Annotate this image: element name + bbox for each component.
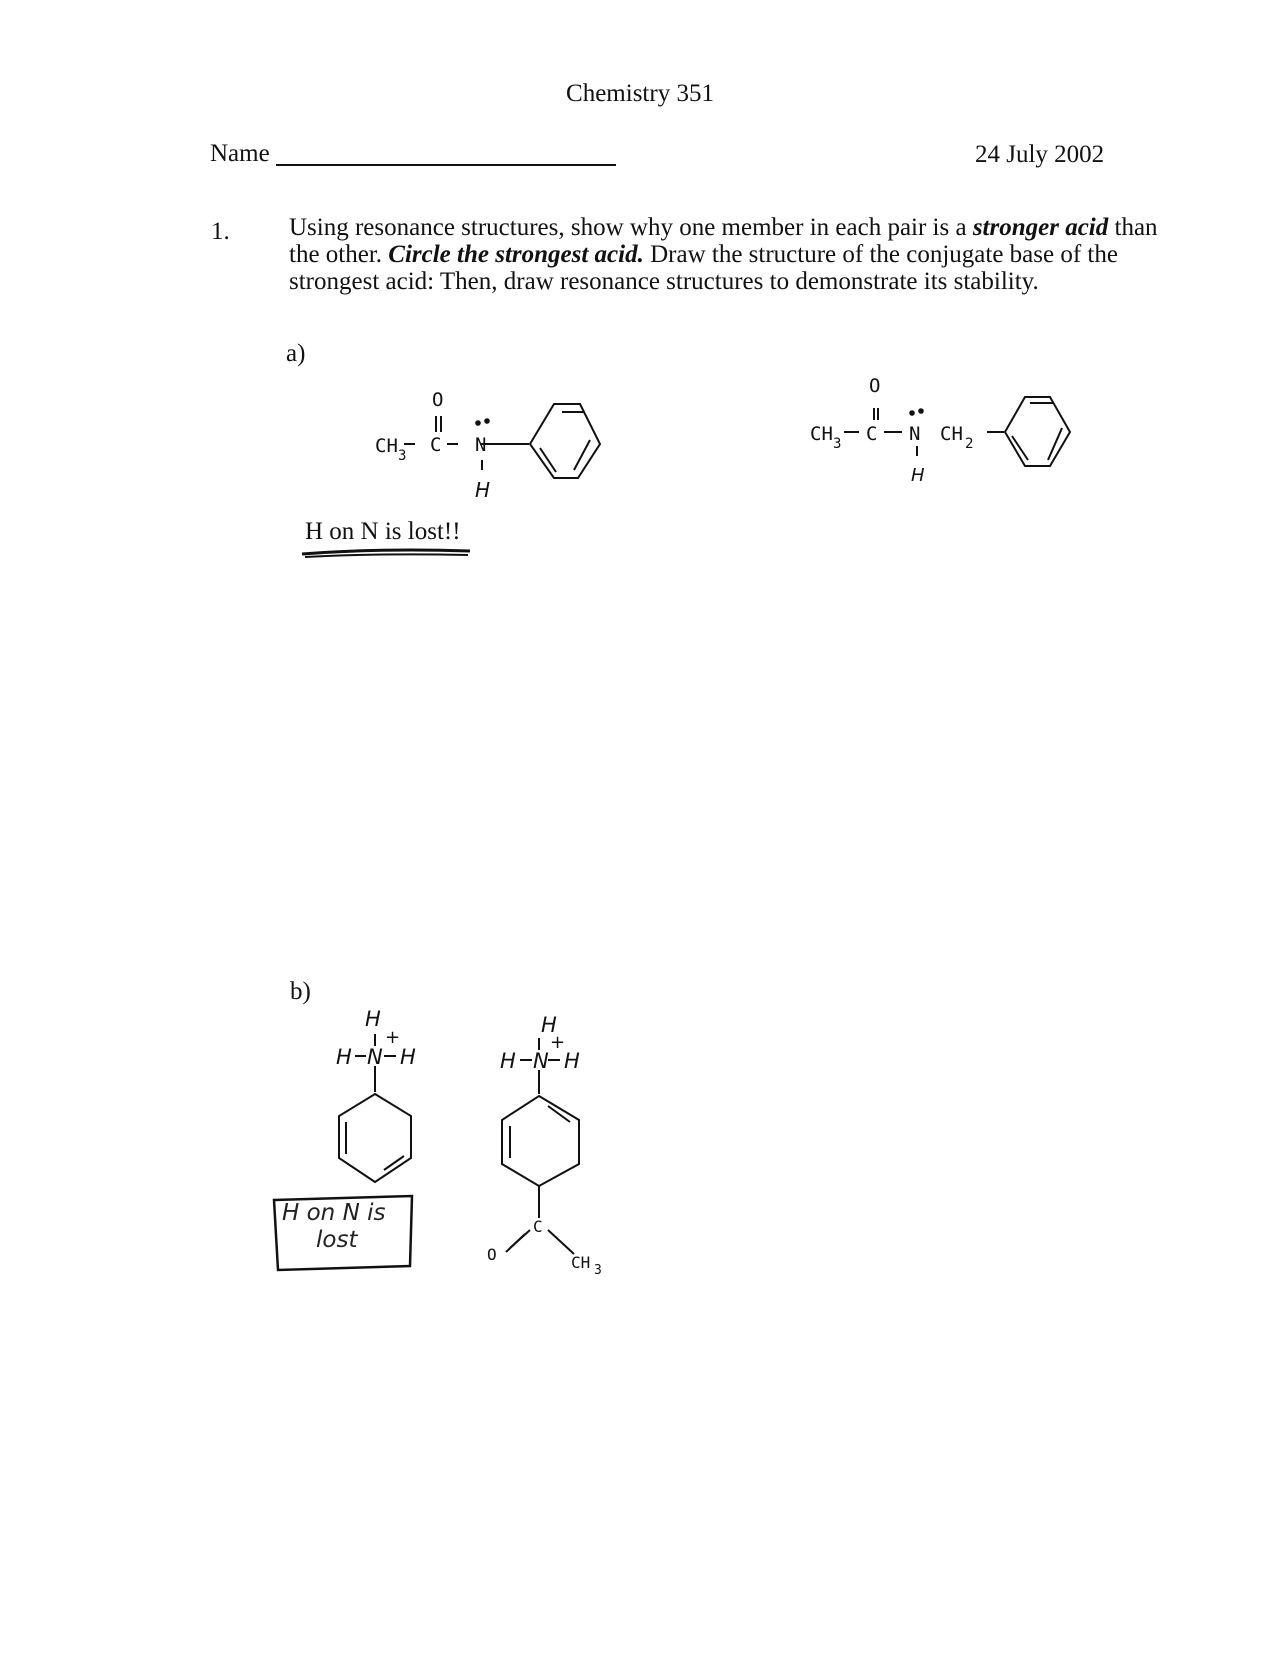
a2-carbon-text: C [866,423,878,445]
a2-nitrogen-text: N [909,423,921,445]
b1-h-right: H [400,1045,416,1069]
b2-charge: + [550,1032,566,1053]
a1-carbon-text: C [430,434,442,456]
part-a-handwritten-note: H on N is lost!! [305,518,461,545]
b2-h-right: H [564,1049,580,1073]
part-b-boxed-note: H on N is lost [282,1200,386,1253]
b1-h-top: H [365,1007,381,1031]
a1-hydrogen-text: H [475,478,491,502]
b1-charge: + [385,1027,401,1048]
a1-ch3-text: CH [375,435,398,457]
a2-oxygen-text: O [869,375,881,397]
b2-ch3-subscript: 3 [594,1263,602,1278]
exam-date: 24 July 2002 [975,141,1105,168]
a2-ch2-subscript: 2 [965,436,974,452]
b2-nitrogen: N [533,1049,549,1073]
a2-ch2-text: CH [940,423,963,445]
part-b-label: b) [290,978,311,1005]
question-number: 1. [211,218,230,245]
part-a-label: a) [286,340,306,367]
b2-carbonyl-carbon: C [533,1217,543,1236]
name-label: Name [210,140,270,167]
a2-ch3-subscript: 3 [833,436,842,452]
a2-hydrogen-text: H [911,465,925,486]
b2-h-left: H [500,1049,516,1073]
question-text: Using resonance structures, show why one member in each pair is a stronger acid than the other. Circle the strongest acid. Draw the structure of the conjugate base of the strongest acid: Then, draw resonance structures to demonstrate its stability. [289,214,1158,295]
b1-nitrogen: N [367,1045,383,1069]
b2-oxygen: O [487,1245,497,1264]
course-title: Chemistry 351 [566,80,714,107]
a2-ch3-text: CH [810,423,833,445]
b2-ch3: CH [571,1253,591,1272]
a1-ch3-subscript: 3 [398,448,407,464]
a1-nitrogen-text: N [475,434,487,456]
a1-oxygen-text: O [432,389,444,411]
b2-h-top: H [541,1013,557,1037]
b1-h-left: H [336,1045,352,1069]
